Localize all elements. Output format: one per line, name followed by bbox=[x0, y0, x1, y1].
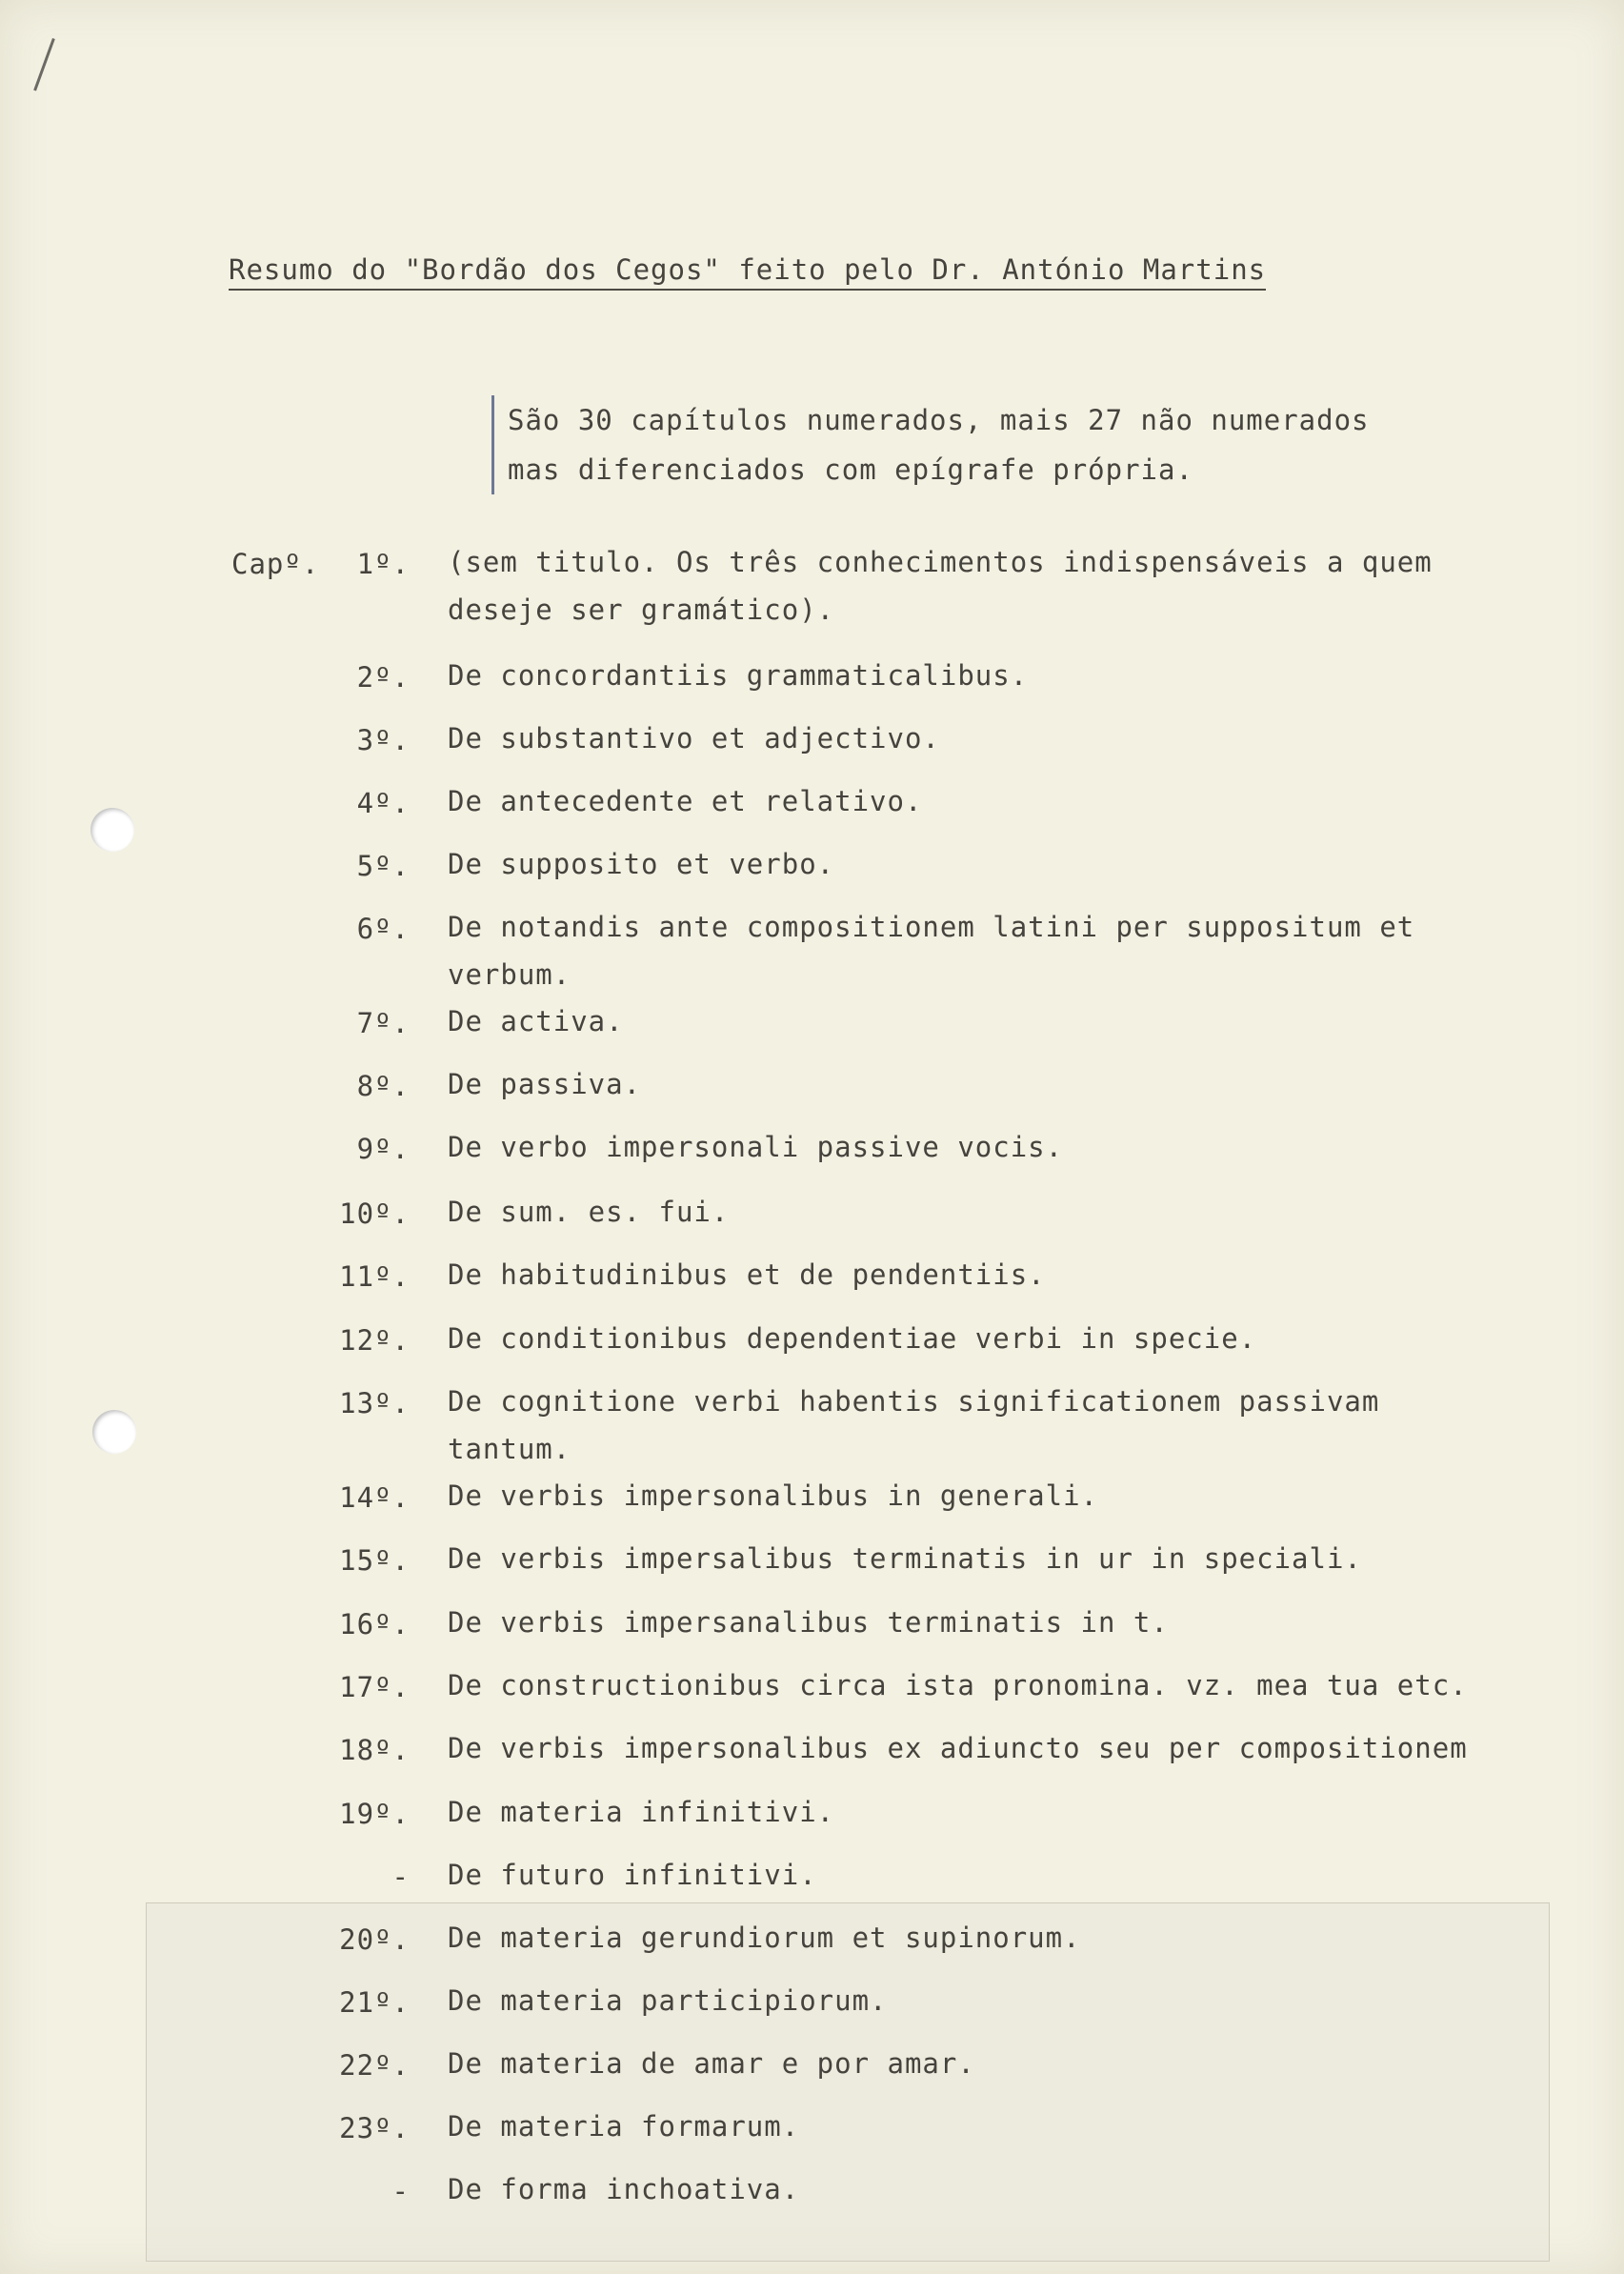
chapter-number: 2º. bbox=[356, 661, 410, 694]
chapter-title-line: De materia formarum. bbox=[448, 2110, 800, 2143]
chapter-number: 13º. bbox=[339, 1387, 410, 1419]
chapter-title bbox=[448, 1315, 1256, 1362]
chapter-number: 20º. bbox=[339, 1923, 410, 1956]
document-title: Resumo do "Bordão dos Cegos" feito pelo Dr. António Martins bbox=[229, 253, 1266, 291]
chapter-label: Capº. bbox=[231, 548, 320, 580]
chapter-number: - bbox=[391, 2175, 410, 2207]
chapter-title-line: tantum. bbox=[448, 1433, 571, 1465]
chapter-title bbox=[448, 1472, 1098, 1519]
chapter-title-line: De forma inchoativa. bbox=[448, 2173, 800, 2205]
chapter-title bbox=[448, 1188, 729, 1236]
chapter-title-line: De materia de amar e por amar. bbox=[448, 2047, 975, 2080]
chapter-title-line: deseje ser gramático). bbox=[448, 594, 835, 626]
chapter-title-line: De verbis impersalibus terminatis in ur in speciali. bbox=[448, 1542, 1362, 1575]
chapter-title bbox=[448, 538, 1433, 634]
chapter-title bbox=[448, 714, 940, 762]
chapter-title bbox=[448, 1851, 817, 1899]
chapter-title-line: De substantivo et adjectivo. bbox=[448, 722, 940, 755]
chapter-number: 17º. bbox=[339, 1671, 410, 1703]
chapter-number: 18º. bbox=[339, 1734, 410, 1766]
chapter-number: 5º. bbox=[356, 850, 410, 882]
chapter-number: 3º. bbox=[356, 724, 410, 756]
chapter-title-line: De verbis impersanalibus terminatis in t. bbox=[448, 1606, 1169, 1639]
chapter-title bbox=[448, 1251, 1046, 1298]
pencil-mark bbox=[33, 38, 62, 93]
chapter-title bbox=[448, 1535, 1362, 1582]
chapter-title bbox=[448, 1599, 1169, 1646]
chapter-number: 6º. bbox=[356, 913, 410, 945]
chapter-title bbox=[448, 2040, 975, 2087]
chapter-number: 1º. bbox=[356, 548, 410, 580]
chapter-title bbox=[448, 652, 1028, 699]
chapter-number: 7º. bbox=[356, 1007, 410, 1039]
chapter-number: 22º. bbox=[339, 2049, 410, 2082]
chapter-title-line: De materia gerundiorum et supinorum. bbox=[448, 1922, 1081, 1954]
chapter-number: - bbox=[391, 1861, 410, 1893]
chapter-title bbox=[448, 1914, 1081, 1962]
punch-hole-top bbox=[90, 808, 134, 852]
chapter-number: 21º. bbox=[339, 1986, 410, 2019]
chapter-number: 8º. bbox=[356, 1070, 410, 1102]
marginal-note bbox=[491, 395, 1508, 494]
chapter-title-line: De materia participiorum. bbox=[448, 1984, 888, 2017]
chapter-number: 19º. bbox=[339, 1798, 410, 1830]
chapter-title-line: De habitudinibus et de pendentiis. bbox=[448, 1258, 1046, 1291]
chapter-title-line: De verbis impersonalibus in generali. bbox=[448, 1479, 1099, 1512]
chapter-title-line: De concordantiis grammaticalibus. bbox=[448, 659, 1029, 692]
chapter-number: 11º. bbox=[339, 1260, 410, 1293]
chapter-title bbox=[448, 1977, 888, 2024]
chapter-number: 4º. bbox=[356, 787, 410, 819]
chapter-title-line: De notandis ante compositionem latini per suppositum et bbox=[448, 911, 1415, 943]
chapter-title-line: De activa. bbox=[448, 1005, 624, 1037]
chapter-title-line: (sem titulo. Os três conhecimentos indispensáveis a quem bbox=[448, 546, 1433, 578]
chapter-title-line: De sum. es. fui. bbox=[448, 1196, 730, 1228]
chapter-title bbox=[448, 1123, 1063, 1171]
chapter-title-line: De verbo impersonali passive vocis. bbox=[448, 1131, 1064, 1163]
chapter-title bbox=[448, 1661, 1468, 1709]
chapter-title bbox=[448, 903, 1414, 998]
chapter-title-line: De passiva. bbox=[448, 1068, 642, 1100]
chapter-title-line: De futuro infinitivi. bbox=[448, 1859, 817, 1891]
chapter-title-line: De antecedente et relativo. bbox=[448, 785, 923, 817]
chapter-title-line: De verbis impersonalibus ex adiuncto seu per compositionem bbox=[448, 1732, 1468, 1764]
chapter-number: 10º. bbox=[339, 1197, 410, 1230]
chapter-title bbox=[448, 777, 922, 825]
chapter-title-line: De materia infinitivi. bbox=[448, 1796, 835, 1828]
chapter-title-line: verbum. bbox=[448, 958, 571, 991]
chapter-title bbox=[448, 2165, 799, 2213]
chapter-title bbox=[448, 2103, 799, 2150]
chapter-title bbox=[448, 840, 834, 888]
punch-hole-bottom bbox=[92, 1410, 136, 1454]
chapter-number: 15º. bbox=[339, 1544, 410, 1577]
chapter-title-line: De constructionibus circa ista pronomina. vz. mea tua etc. bbox=[448, 1669, 1468, 1701]
chapter-title-line: De conditionibus dependentiae verbi in specie. bbox=[448, 1322, 1257, 1355]
chapter-title bbox=[448, 1788, 834, 1836]
chapter-number: 14º. bbox=[339, 1481, 410, 1514]
chapter-number: 12º. bbox=[339, 1324, 410, 1357]
chapter-title bbox=[448, 1724, 1468, 1772]
chapter-number: 9º. bbox=[356, 1133, 410, 1165]
chapter-title bbox=[448, 997, 624, 1045]
chapter-number: 23º. bbox=[339, 2112, 410, 2144]
chapter-title bbox=[448, 1060, 641, 1108]
note-line: São 30 capítulos numerados, mais 27 não numerados bbox=[508, 404, 1370, 436]
chapter-number: 16º. bbox=[339, 1608, 410, 1640]
chapter-title bbox=[448, 1378, 1379, 1473]
chapter-title-line: De cognitione verbi habentis significationem passivam bbox=[448, 1385, 1380, 1418]
chapter-title-line: De supposito et verbo. bbox=[448, 848, 835, 880]
note-line: mas diferenciados com epígrafe própria. bbox=[508, 453, 1193, 486]
